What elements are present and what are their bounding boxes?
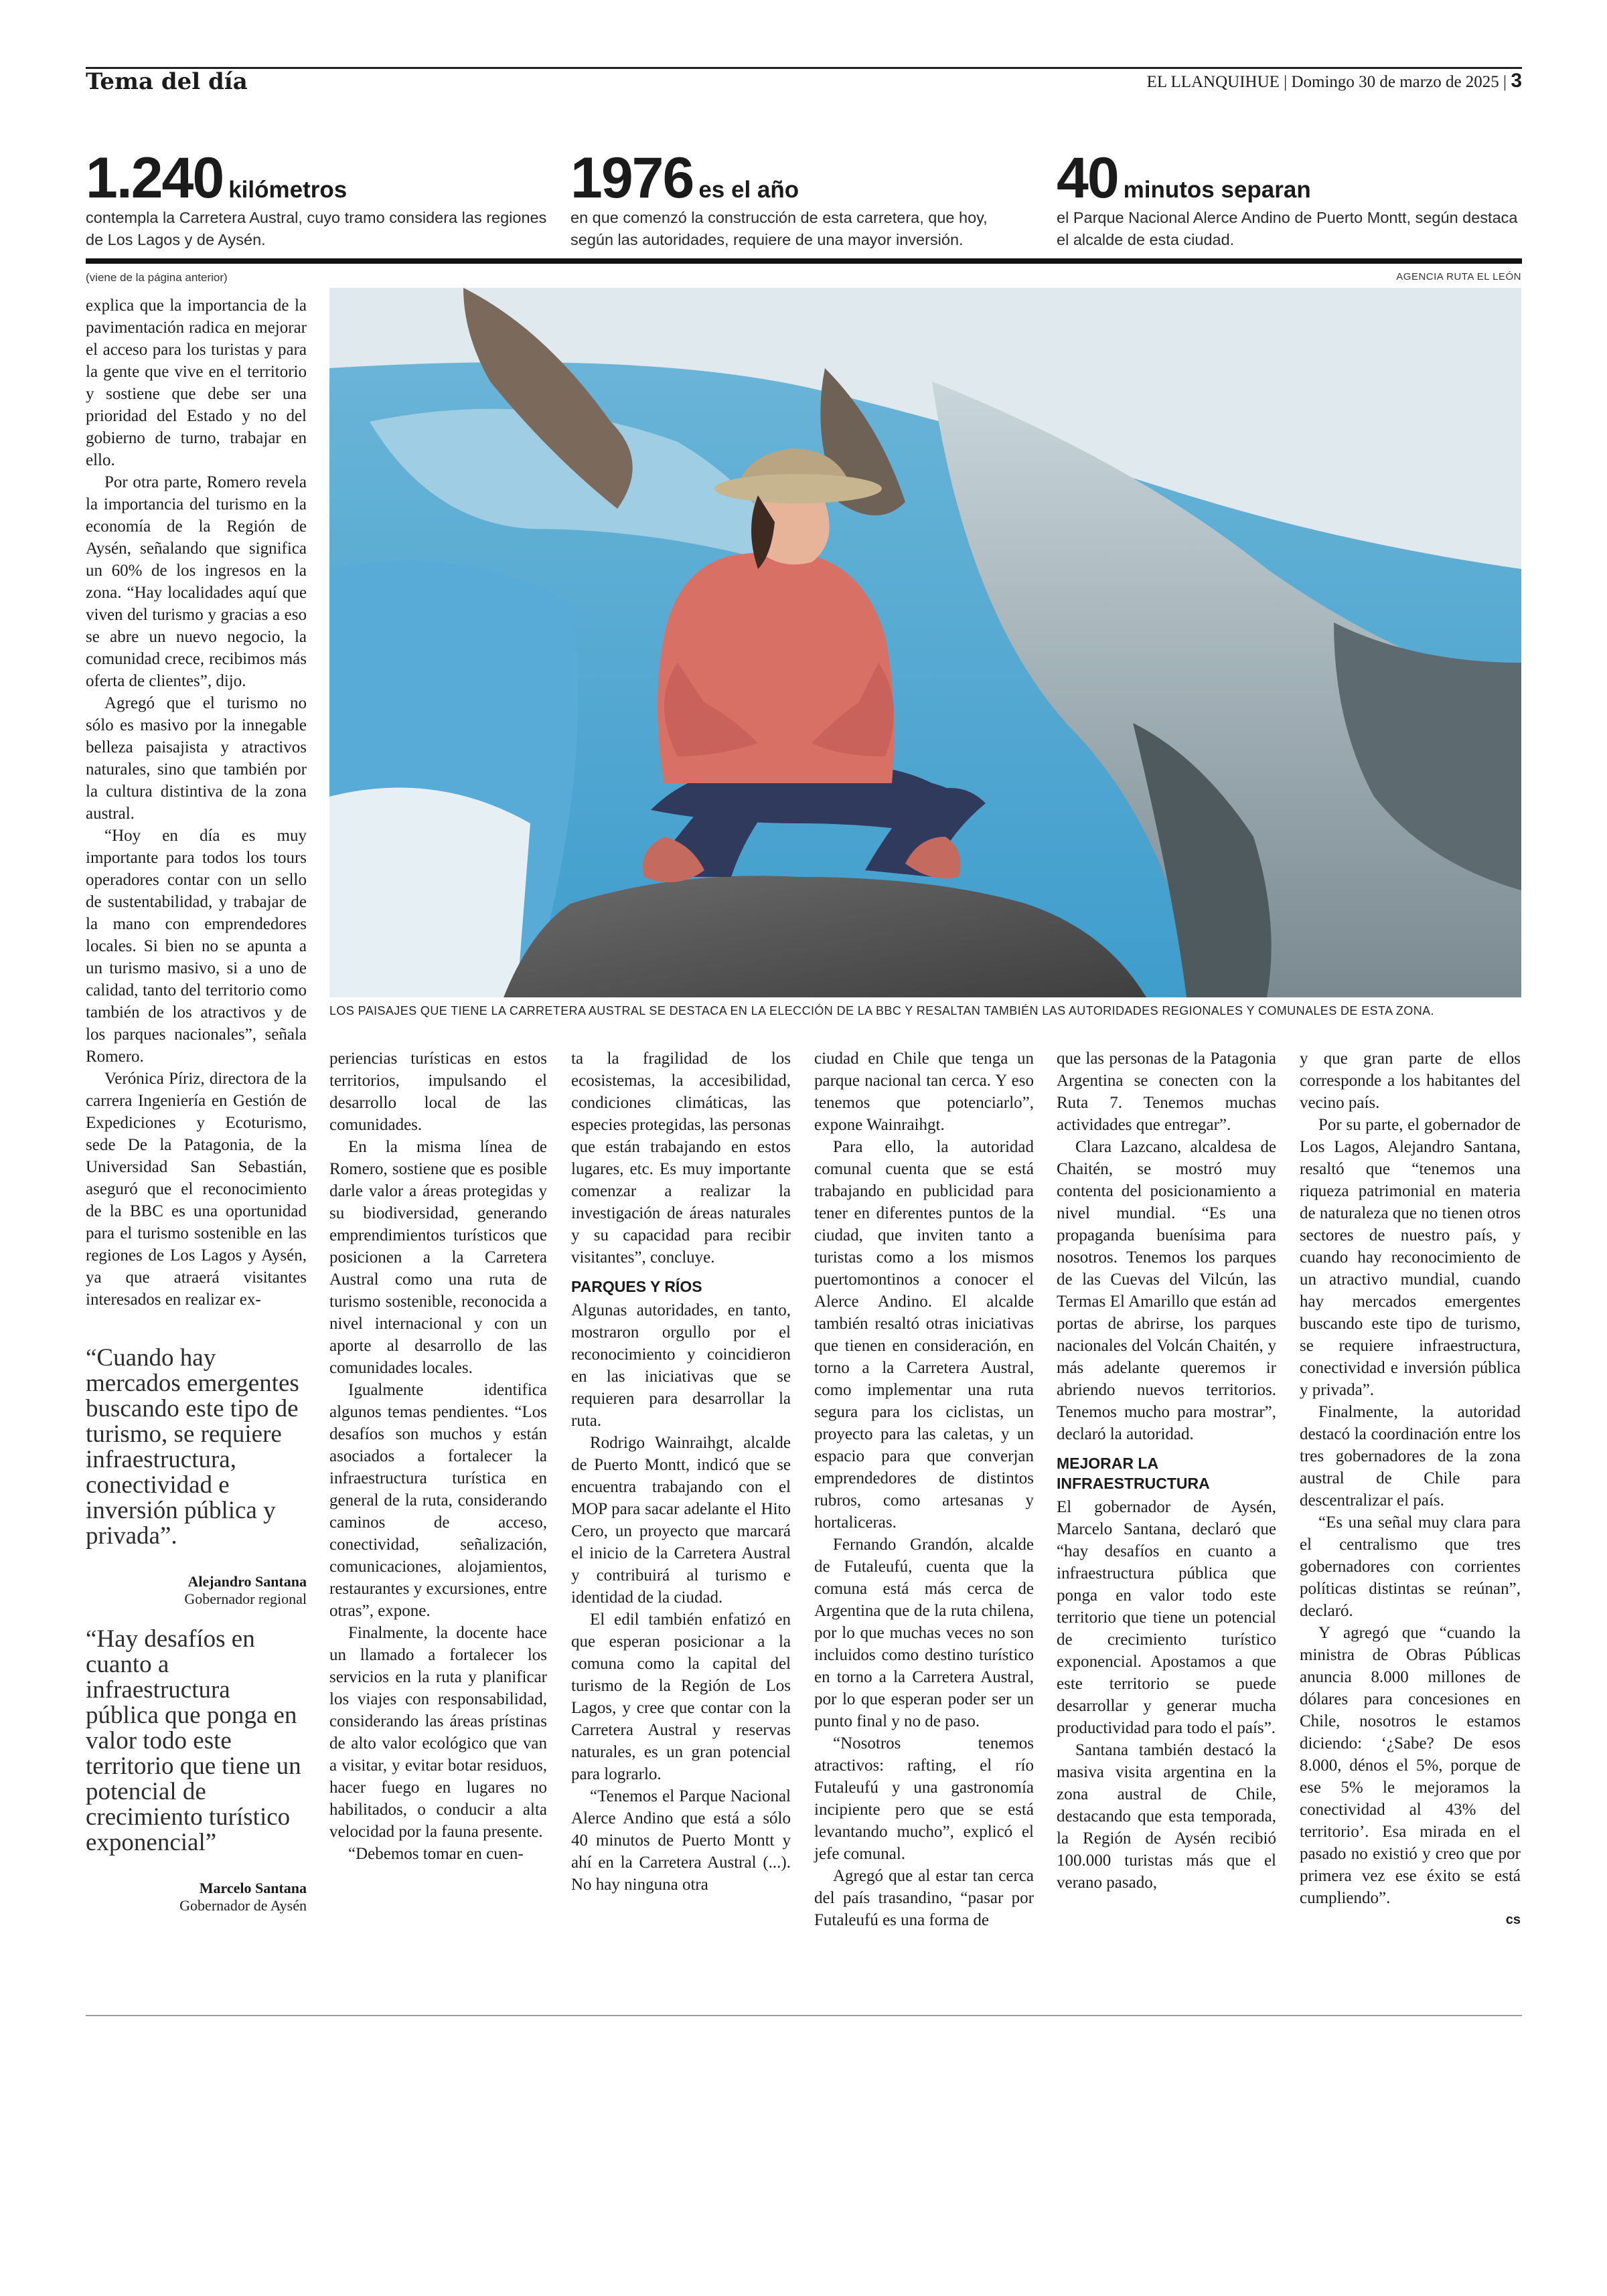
subheading: MEJORAR LA INFRAESTRUCTURA	[1057, 1455, 1210, 1492]
stat-number: 1976	[570, 146, 694, 210]
article-column-1	[86, 295, 307, 1311]
stat-description: el Parque Nacional Alerce Andino de Puerto Montt, según destaca el alcalde de esta ciudad.	[1057, 209, 1518, 248]
paragraph: Igualmente identifica algunos temas pendientes. “Los desafíos son muchos y están asociados a fortalecer la infraestructura turística en general de la ruta, considerando caminos de acceso, conectividad, señalización, comunicaciones, alojamientos, restaurantes y excursiones, entre otras”, expone.	[329, 1381, 547, 1620]
paragraph: Algunas autoridades, en tanto, mostraron orgullo por el reconocimiento y coincidieron en las iniciativas que se requieren para desarrollar la ruta.	[571, 1301, 791, 1430]
stat-description: contempla la Carretera Austral, cuyo tramo considera las regiones de Los Lagos y de Aysén.	[86, 209, 547, 248]
folio-separator: |	[1503, 73, 1511, 91]
article-column-6	[1300, 1048, 1521, 1931]
article-column-5	[1057, 1048, 1276, 1894]
pull-quote-role: Gobernador de Aysén	[179, 1897, 307, 1914]
paragraph: ta la fragilidad de los ecosistemas, la accesibilidad, condiciones climáticas, las especies protegidas, las personas que están trabajando en estos lugares, etc. Es muy importante comenzar a realizar la investigación de áreas naturales y su capacidad para recibir visitantes”, concluye.	[571, 1050, 791, 1266]
pull-quote-role: Gobernador regional	[184, 1590, 307, 1607]
stat-block	[86, 146, 548, 251]
stat-unit: minutos separan	[1123, 177, 1311, 203]
pull-quote	[86, 1345, 307, 1608]
stats-rule	[86, 258, 1522, 264]
paragraph: que las personas de la Patagonia Argentina se conecten con la Ruta 7. Tenemos muchas actividades que entregar”.	[1057, 1050, 1276, 1134]
paragraph: Para ello, la autoridad comunal cuenta que se está trabajando en publicidad para tener en diferentes puntos de la ciudad, que inviten tanto a turistas como a los mismos puertomontinos a conocer el Alerce Andino. El alcalde también resaltó otras iniciativas que tienen en consideración, en torno a la Carretera Austral, como implementar una ruta segura para los ciclistas, un proyecto para las caletas, y un espacio para que converjan emprendedores de distintos rubros, como artesanas y hortaliceras.	[814, 1138, 1034, 1532]
paragraph: Por otra parte, Romero revela la importancia del turismo en la economía de la Región de Aysén, señalando que significa un 60% de los ingresos en la zona. “Hay localidades aquí que viven del turismo y gracias a eso se abre un nuevo negocio, la comunidad crece, recibimos más oferta de clientes”, dijo.	[86, 473, 307, 690]
pull-quote-author: Marcelo Santana	[199, 1880, 307, 1896]
folio-separator: |	[1284, 73, 1292, 91]
photo-credit: AGENCIA RUTA EL LEÓN	[1396, 271, 1521, 282]
paragraph: Fernando Grandón, alcalde de Futaleufú, cuenta que la comuna está más cerca de Argentina que de la ruta chilena, por lo que muchas veces no son incluidos como destino turístico en torno a la Carretera Austral, por lo que esperan poder ser un punto final y no de paso.	[814, 1536, 1034, 1730]
section-title: Tema del día	[86, 68, 248, 95]
article-column-2	[329, 1048, 547, 1865]
stat-description: en que comenzó la construcción de esta carretera, que hoy, según las autoridades, requiere de una mayor inversión.	[570, 209, 988, 248]
paragraph: El gobernador de Aysén, Marcelo Santana, declaró que “hay desafíos en cuanto a infraestructura pública que ponga en valor todo este territorio que tiene un potencial de crecimiento turístico exponencial. Apostamos a que este territorio se puede desarrollar y generar mucha productividad para todo el país”.	[1057, 1498, 1276, 1737]
paragraph: Agregó que al estar tan cerca del país trasandino, “pasar por Futaleufú es una forma de	[814, 1867, 1034, 1929]
paragraph: Finalmente, la autoridad destacó la coordinación entre los tres gobernadores de la zona austral de Chile para descentralizar el país.	[1300, 1403, 1521, 1509]
stat-block	[570, 146, 1032, 251]
header-rule	[86, 67, 1522, 69]
end-mark: cs	[1505, 1912, 1521, 1927]
glacier-photo-illustration	[329, 288, 1521, 997]
paragraph: periencias turísticas en estos territorios, impulsando el desarrollo local de las comunidades.	[329, 1050, 547, 1134]
stat-number: 40	[1057, 146, 1118, 210]
paragraph: En la misma línea de Romero, sostiene que es posible darle valor a áreas protegidas y su biodiversidad, generando emprendimientos turísticos que posicionen a la Carretera Austral como una ruta de turismo sostenible, reconocida a nivel internacional y con un aporte al desarrollo de las comunidades locales.	[329, 1138, 547, 1377]
main-photo	[329, 288, 1521, 997]
paragraph: explica que la importancia de la pavimentación radica en mejorar el acceso para los turistas y para la gente que vive en el territorio y sostiene que debe ser una prioridad del Estado y no del gobierno de turno, trabajar en ello.	[86, 297, 307, 469]
paragraph: “Nosotros tenemos atractivos: rafting, el río Futaleufú y una gastronomía incipiente pero que se está levantando mucho”, explicó el jefe comunal.	[814, 1734, 1034, 1863]
subheading: PARQUES Y RÍOS	[571, 1278, 702, 1295]
paragraph: ciudad en Chile que tenga un parque nacional tan cerca. Y eso tenemos que potenciarlo”, expone Wainraihgt.	[814, 1050, 1034, 1134]
pull-quote-text: “Hay desafíos en cuanto a infraestructura pública que ponga en valor todo este territorio que tiene un potencial de crecimiento turístico exponencial”	[86, 1625, 301, 1856]
paragraph: El edil también enfatizó en que esperan posicionar a la comuna como la capital del turismo de la Región de Los Lagos, y cree que contar con la Carretera Austral y reservas naturales, es un gran potencial para lograrlo.	[571, 1611, 791, 1783]
pull-quote-text: “Cuando hay mercados emergentes buscando este tipo de turismo, se requiere infraestructura, conectividad e inversión pública y privada”.	[86, 1344, 299, 1550]
publication-date: Domingo 30 de marzo de 2025	[1291, 73, 1499, 91]
paragraph: Agregó que el turismo no sólo es masivo por la innegable belleza paisajista y atractivos naturales, sino que también por la cultura distintiva de la zona austral.	[86, 694, 307, 823]
paragraph: Por su parte, el gobernador de Los Lagos, Alejandro Santana, resaltó que “tenemos una riqueza patrimonial en materia de naturaleza que no tienen otros sectores de nuestro país, y cuando hay reconocimiento de un atractivo mundial, cuando hay mercados emergentes buscando este tipo de turismo, se requiere infraestructura, conectividad e inversión pública y privada”.	[1300, 1116, 1521, 1399]
photo-caption: LOS PAISAJES QUE TIENE LA CARRETERA AUSTRAL SE DESTACA EN LA ELECCIÓN DE LA BBC Y RESALTAN TAMBIÉN LAS AUTORIDADES REGIONALES Y COMUNALES DE ESTA ZONA.	[329, 1004, 1434, 1017]
paragraph: “Debemos tomar en cuen-	[348, 1845, 524, 1863]
folio	[1147, 70, 1522, 94]
paragraph: Verónica Píriz, directora de la carrera Ingeniería en Gestión de Expediciones y Ecoturismo, sede De la Patagonia, de la Universidad San Sebastián, aseguró que el reconocimiento de la BBC es una oportunidad para el turismo sostenible en las regiones de Los Lagos y Aysén, ya que atraerá visitantes interesados en realizar ex-	[86, 1070, 307, 1309]
stat-unit: kilómetros	[228, 177, 348, 203]
newspaper-name: EL LLANQUIHUE	[1146, 73, 1280, 91]
stat-block	[1057, 146, 1519, 251]
paragraph: Santana también destacó la masiva visita argentina en la zona austral de Chile, destacando que esta temporada, la Región de Aysén recibió 100.000 turistas más que el verano pasado,	[1057, 1741, 1276, 1892]
paragraph: “Hoy en día es muy importante para todos los tours operadores contar con un sello de sustentabilidad, y trabajar de la mano con emprendedores locales. Si bien no se apunta a un turismo masivo, si a uno de calidad, tanto del territorio como también de los atractivos y de los parques nacionales”, señala Romero.	[86, 827, 307, 1066]
paragraph: Rodrigo Wainraihgt, alcalde de Puerto Montt, indicó que se encuentra trabajando con el MOP para sacar adelante el Hito Cero, un proyecto que marcará el inicio de la Carretera Austral y contribuirá al turismo e identidad de la ciudad.	[571, 1434, 791, 1607]
stat-unit: es el año	[698, 177, 799, 203]
paragraph: “Es una señal muy clara para el centralismo que tres gobernadores con corrientes políticas distintas se reúnan”, declaró.	[1300, 1513, 1521, 1620]
footer-rule	[86, 2015, 1522, 2016]
paragraph: Finalmente, la docente hace un llamado a fortalecer los servicios en la ruta y planificar los viajes con responsabilidad, considerando las áreas prístinas de alto valor ecológico que van a visitar, y evitar botar residuos, hacer fuego en lugares no habilitados, o conducir a alta velocidad por la fauna presente.	[329, 1624, 547, 1841]
paragraph: Y agregó que “cuando la ministra de Obras Públicas anuncia 8.000 millones de dólares para concesiones en Chile, nosotros le estamos diciendo: ‘¿Sabe? De esos 8.000, dénos el 5%, porque de ese 5% le mejoramos la conectividad al 43% del territorio’. Esa mirada en el pasado no existió y creo que por primera vez ese éxito se está cumpliendo”.	[1300, 1624, 1521, 1907]
page-number: 3	[1511, 70, 1522, 92]
article-column-3	[571, 1048, 791, 1896]
paragraph: “Tenemos el Parque Nacional Alerce Andino que está a sólo 40 minutos de Puerto Montt y ahí en la Carretera Austral (...). No hay ninguna otra	[571, 1787, 791, 1894]
continued-note: (viene de la página anterior)	[86, 271, 228, 284]
paragraph: Clara Lazcano, alcaldesa de Chaitén, se mostró muy contenta del posicionamiento a nivel mundial. “Es una propaganda buenísima para nosotros. Tenemos los parques de las Cuevas del Vilcún, las Termas El Amarillo que están ad portas de abrirse, los parques nacionales del Volcán Chaitén, y más adelante queremos ir abriendo nuevos territorios. Tenemos mucho para mostrar”, declaró la autoridad.	[1057, 1138, 1276, 1443]
pull-quote-author: Alejandro Santana	[187, 1573, 307, 1590]
paragraph: y que gran parte de ellos corresponde a los habitantes del vecino país.	[1300, 1050, 1521, 1112]
pull-quote	[86, 1627, 307, 1914]
stat-number: 1.240	[86, 146, 224, 210]
article-column-4	[814, 1048, 1034, 1931]
